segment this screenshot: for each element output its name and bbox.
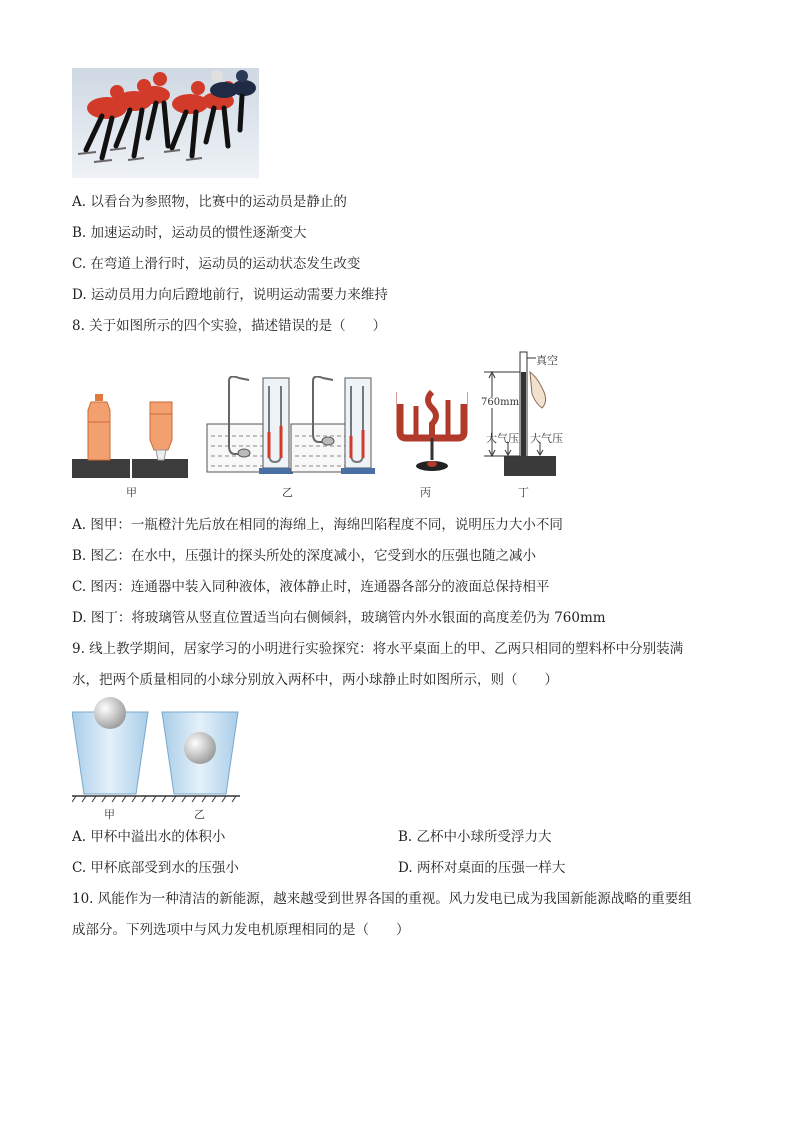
- figure-jia-bottles: [72, 392, 188, 480]
- q9-option-d: D. 两杯对桌面的压强一样大: [398, 860, 566, 876]
- q9-option-b: B. 乙杯中小球所受浮力大: [398, 829, 552, 845]
- caption-yi: 乙: [282, 486, 293, 499]
- barometer-label-vacuum: 真空: [536, 354, 558, 367]
- q8-option-b: B. 图乙：在水中，压强计的探头所处的深度减小，它受到水的压强也随之减小: [72, 548, 537, 564]
- q8-option-d: D. 图丁：将玻璃管从竖直位置适当向右侧倾斜，玻璃管内外水银面的高度差仍为 760mm: [72, 610, 606, 626]
- q9-caption-jia: 甲: [104, 808, 115, 821]
- q7-option-c: C. 在弯道上滑行时，运动员的运动状态发生改变: [72, 256, 361, 272]
- barometer-label-air-left: 大气压: [486, 432, 519, 445]
- q7-option-a: A. 以看台为参照物，比赛中的运动员是静止的: [72, 194, 347, 210]
- q8-option-a: A. 图甲：一瓶橙汁先后放在相同的海绵上，海绵凹陷程度不同，说明压力大小不同: [72, 517, 563, 533]
- figure-q9-cups: [72, 696, 240, 808]
- figure-bing-connected-vessels: [394, 386, 470, 476]
- q7-option-d: D. 运动员用力向后蹬地前行，说明运动需要力来维持: [72, 287, 388, 303]
- q7-option-b: B. 加速运动时，运动员的惯性逐渐变大: [72, 225, 307, 241]
- skaters-photo: [72, 68, 259, 178]
- q9-stem-line1: 9. 线上教学期间，居家学习的小明进行实验探究：将水平桌面上的甲、乙两只相同的塑料杯中分别装满: [72, 641, 684, 657]
- q10-stem-line2: 成部分。下列选项中与风力发电机原理相同的是（ ）: [72, 922, 410, 938]
- figure-yi-pressure-gauges: [205, 376, 375, 476]
- q9-option-c: C. 甲杯底部受到水的压强小: [72, 860, 239, 876]
- barometer-label-air-right: 大气压: [530, 432, 563, 445]
- caption-jia: 甲: [126, 486, 137, 499]
- barometer-label-760mm: 760mm: [481, 397, 520, 408]
- figure-ding-barometer: [478, 348, 578, 478]
- caption-ding: 丁: [518, 486, 529, 499]
- q9-stem-line2: 水，把两个质量相同的小球分别放入两杯中，两小球静止时如图所示，则（ ）: [72, 672, 558, 688]
- q8-stem: 8. 关于如图所示的四个实验，描述错误的是（ ）: [72, 318, 387, 334]
- q9-option-a: A. 甲杯中溢出水的体积小: [72, 829, 226, 845]
- caption-bing: 丙: [420, 486, 431, 499]
- q10-stem-line1: 10. 风能作为一种清洁的新能源，越来越受到世界各国的重视。风力发电已成为我国新能源战略的重要组: [72, 891, 692, 907]
- q8-option-c: C. 图丙：连通器中装入同种液体，液体静止时，连通器各部分的液面总保持相平: [72, 579, 550, 595]
- q9-caption-yi: 乙: [194, 808, 205, 821]
